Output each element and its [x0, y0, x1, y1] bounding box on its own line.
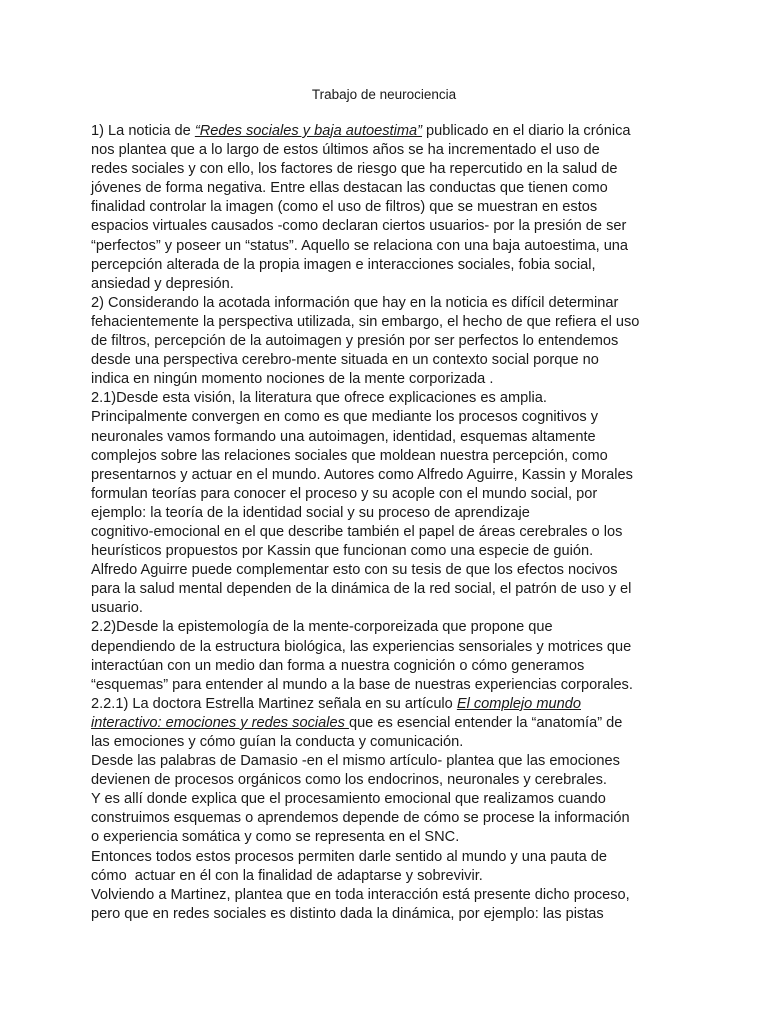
cited-title: El complejo mundo — [456, 695, 581, 712]
text-segment: devienen de procesos orgánicos como los endocrinos, neuronales y cerebrales. — [91, 772, 607, 789]
text-segment: Y es allí donde explica que el procesamiento emocional que realizamos cuando — [91, 791, 606, 808]
text-segment: 2.1)Desde esta visión, la literatura que ofrece explicaciones es amplia. — [91, 390, 547, 407]
text-segment: desde una perspectiva cerebro-mente situada en un contexto social porque no — [91, 352, 599, 369]
text-line — [91, 848, 691, 867]
text-line — [91, 389, 691, 408]
text-segment: 2) Considerando la acotada información que hay en la noticia es difícil determinar — [91, 294, 619, 311]
text-line — [91, 198, 691, 217]
text-segment: heurísticos propuestos por Kassin que funcionan como una especie de guión. — [91, 543, 594, 560]
text-line — [91, 714, 691, 733]
text-segment: Principalmente convergen en como es que mediante los procesos cognitivos y — [91, 409, 599, 426]
text-segment: Desde las palabras de Damasio -en el mismo artículo- plantea que las emociones — [91, 753, 620, 770]
text-segment: fehacientemente la perspectiva utilizada, sin embargo, el hecho de que refiera el uso — [91, 313, 640, 330]
text-line — [91, 695, 691, 714]
text-segment: espacios virtuales causados -como declaran ciertos usuarios- por la presión de ser — [91, 218, 627, 235]
text-segment: 2.2)Desde la epistemología de la mente-corporeizada que propone que — [91, 619, 553, 636]
text-line — [91, 905, 691, 924]
text-line — [91, 886, 691, 905]
text-segment: percepción alterada de la propia imagen e interacciones sociales, fobia social, — [91, 256, 596, 273]
text-line — [91, 313, 691, 332]
text-line — [91, 618, 691, 637]
text-line — [91, 447, 691, 466]
text-line — [91, 351, 691, 370]
text-line — [91, 122, 691, 141]
text-segment: usuario. — [91, 600, 143, 617]
text-line — [91, 523, 691, 542]
text-segment: 1) La noticia de — [91, 123, 195, 139]
text-segment: neuronales vamos formando una autoimagen, identidad, esquemas altamente — [91, 428, 596, 445]
text-line — [91, 752, 691, 771]
text-segment: Volviendo a Martinez, plantea que en toda interacción está presente dicho proceso, — [91, 886, 630, 903]
text-line — [91, 809, 691, 828]
text-line — [91, 294, 691, 313]
text-segment: “perfectos” y poseer un “status”. Aquello se relaciona con una baja autoestima, una — [91, 237, 629, 254]
text-segment: dependiendo de la estructura biológica, las experiencias sensoriales y motrices que — [91, 638, 632, 655]
text-line — [91, 733, 691, 752]
text-line — [91, 657, 691, 676]
text-segment: Alfredo Aguirre puede complementar esto con su tesis de que los efectos nocivos — [91, 562, 618, 579]
text-segment: que es esencial entender la “anatomía” de — [348, 714, 623, 731]
text-line — [91, 580, 691, 599]
page-title: Trabajo de neurociencia — [311, 87, 457, 102]
text-line — [91, 275, 691, 294]
text-segment: formulan teorías para conocer el proceso y su acople con el mundo social, por — [91, 485, 598, 502]
text-segment: Entonces todos estos procesos permiten darle sentido al mundo y una pauta de — [91, 848, 607, 865]
text-segment: las emociones y cómo guían la conducta y comunicación. — [91, 734, 464, 750]
text-segment: complejos sobre las relaciones sociales que moldean nuestra percepción, como — [91, 447, 608, 464]
text-segment: de filtros, percepción de la autoimagen y presión por ser perfectos lo entendemos — [91, 333, 619, 350]
text-segment: presentarnos y actuar en el mundo. Autores como Alfredo Aguirre, Kassin y Morales — [91, 466, 633, 483]
text-line — [91, 771, 691, 790]
text-line — [91, 676, 691, 695]
text-segment: pero que en redes sociales es distinto dada la dinámica, por ejemplo: las pistas — [91, 905, 604, 922]
text-line — [91, 599, 691, 618]
text-segment: ejemplo: la teoría de la identidad social y su proceso de aprendizaje — [91, 504, 530, 521]
text-line — [91, 561, 691, 580]
text-line — [91, 141, 691, 160]
document-body — [91, 122, 691, 924]
text-line — [91, 370, 691, 389]
text-line — [91, 237, 691, 256]
text-line — [91, 790, 691, 809]
text-segment: “esquemas” para entender al mundo a la base de nuestras experiencias corporales. — [91, 676, 633, 693]
cited-title: interactivo: emociones y redes sociales — [91, 714, 349, 731]
cited-title: “Redes sociales y baja autoestima” — [194, 123, 422, 139]
text-segment: indica en ningún momento nociones de la mente corporizada . — [91, 371, 494, 388]
text-line — [91, 408, 691, 427]
text-line — [91, 428, 691, 447]
text-line — [91, 256, 691, 275]
text-segment: cognitivo-emocional en el que describe también el papel de áreas cerebrales o los — [91, 523, 623, 540]
text-segment: publicado en el diario la crónica — [421, 123, 631, 139]
text-line — [91, 504, 691, 523]
text-segment: jóvenes de forma negativa. Entre ellas destacan las conductas que tienen como — [91, 180, 608, 197]
text-segment: redes sociales y con ello, los factores de riesgo que ha repercutido en la salud de — [91, 161, 618, 178]
text-line — [91, 217, 691, 236]
text-segment: nos plantea que a lo largo de estos últimos años se ha incrementado el uso de — [91, 142, 600, 159]
text-segment: ansiedad y depresión. — [91, 275, 234, 292]
text-line — [91, 179, 691, 198]
text-segment: 2.2.1) La doctora Estrella Martinez señala en su artículo — [91, 695, 457, 712]
text-segment: interactúan con un medio dan forma a nuestra cognición o cómo generamos — [91, 657, 585, 674]
text-line — [91, 828, 691, 847]
text-segment: construimos esquemas o aprendemos depende de cómo se procese la información — [91, 810, 630, 827]
text-segment: para la salud mental dependen de la dinámica de la red social, el patrón de uso y el — [91, 581, 632, 598]
text-segment: o experiencia somática y como se representa en el SNC. — [91, 829, 460, 846]
text-line — [91, 160, 691, 179]
text-segment: finalidad controlar la imagen (como el uso de filtros) que se muestran en estos — [91, 199, 598, 216]
text-segment: cómo actuar en él con la finalidad de adaptarse y sobrevivir. — [91, 867, 483, 884]
text-line — [91, 542, 691, 561]
text-line — [91, 867, 691, 886]
text-line — [91, 485, 691, 504]
text-line — [91, 466, 691, 485]
text-line — [91, 332, 691, 351]
text-line — [91, 638, 691, 657]
